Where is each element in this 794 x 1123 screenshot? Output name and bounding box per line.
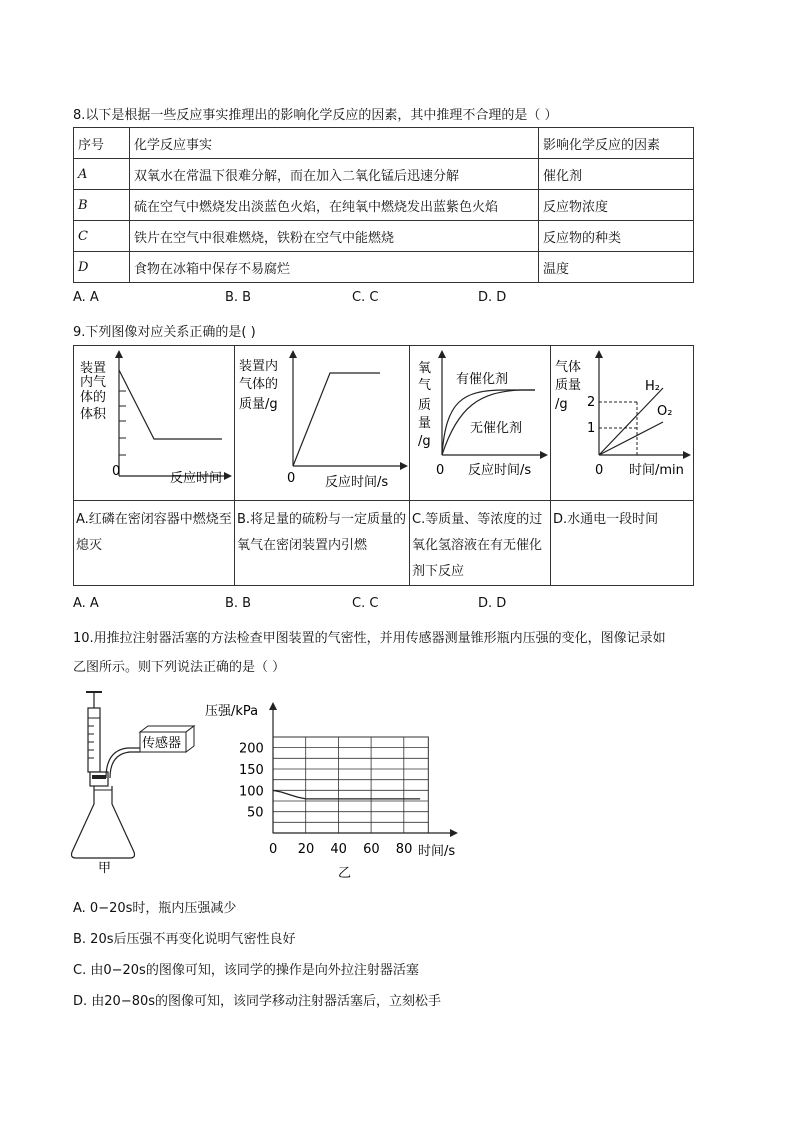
graph-a-origin-label: 0 bbox=[112, 464, 121, 479]
apparatus-figure bbox=[64, 686, 214, 876]
graph-b-origin: 0 bbox=[287, 471, 296, 486]
graph-c-ylabel: 量 bbox=[418, 416, 432, 431]
y-tick-label: 100 bbox=[239, 784, 264, 800]
graph-d-tick-2: 2 bbox=[587, 395, 596, 410]
graph-d bbox=[551, 346, 693, 500]
graph-a-cell bbox=[73, 345, 235, 501]
q10-option-c[interactable]: C. 由0−20s的图像可知，该同学的操作是向外拉注射器活塞 bbox=[73, 963, 419, 978]
graph-a-ylabel: 装置 bbox=[80, 361, 107, 376]
fig1-label: 甲 bbox=[98, 861, 112, 876]
caption-b-cell bbox=[234, 500, 410, 586]
graph-b-ylabel: 气体的 bbox=[239, 377, 279, 392]
caption-d-cell bbox=[550, 500, 694, 586]
row-id: C bbox=[74, 221, 130, 252]
option-a[interactable]: A. A bbox=[73, 596, 99, 611]
y-axis-arrow bbox=[269, 702, 277, 710]
pressure-chart bbox=[200, 700, 470, 880]
graph-b-ylabel: 装置内 bbox=[239, 359, 279, 374]
graph-a-ylabel: 体的 bbox=[80, 390, 107, 405]
table-row bbox=[74, 190, 694, 221]
graph-c-ylabel: 氧 bbox=[418, 361, 432, 376]
option-b[interactable]: B. B bbox=[225, 290, 252, 305]
row-fact: 食物在冰箱中保存不易腐烂 bbox=[130, 252, 539, 283]
x-tick-label: 40 bbox=[330, 842, 347, 857]
caption-a: A.红磷在密闭容器中燃烧至熄灭 bbox=[76, 512, 232, 553]
table-row bbox=[74, 252, 694, 283]
option-b[interactable]: B. B bbox=[225, 596, 252, 611]
graph-c-ylabel: 气 bbox=[418, 378, 432, 393]
q10-stem-line2: 乙图所示。则下列说法正确的是（ ） bbox=[73, 660, 286, 675]
graph-d-tick-1: 1 bbox=[587, 421, 596, 436]
graph-a bbox=[74, 346, 234, 500]
graph-d-ylabel: 气体 bbox=[555, 360, 582, 375]
header-cell: 影响化学反应的因素 bbox=[539, 128, 694, 159]
caption-b: B.将足量的硫粉与一定质量的氧气在密闭装置内引燃 bbox=[237, 512, 407, 553]
row-fact: 双氧水在常温下很难分解，而在加入二氧化锰后迅速分解 bbox=[130, 159, 539, 190]
q8-stem: 8.以下是根据一些反应事实推理出的影响化学反应的因素，其中推理不合理的是（ ） bbox=[73, 108, 558, 123]
row-factor: 催化剂 bbox=[539, 159, 694, 190]
x-axis-arrow bbox=[450, 829, 458, 837]
row-id: B bbox=[74, 190, 130, 221]
x-tick-label: 80 bbox=[395, 842, 413, 857]
chart-xlabel: 时间/s bbox=[418, 844, 456, 859]
chart-axes bbox=[269, 702, 458, 837]
x-tick-label: 0 bbox=[269, 842, 278, 857]
row-fact: 铁片在空气中很难燃烧，铁粉在空气中能燃烧 bbox=[130, 221, 539, 252]
q10-option-a[interactable]: A. 0−20s时，瓶内压强减少 bbox=[73, 901, 237, 916]
y-tick-label: 150 bbox=[239, 762, 264, 778]
option-d[interactable]: D. D bbox=[478, 290, 507, 305]
y-tick-label: 200 bbox=[239, 741, 264, 757]
y-tick-label: 50 bbox=[247, 805, 264, 821]
graph-d-xlabel: 时间/min bbox=[629, 463, 684, 478]
graph-a-ylabel: 内气 bbox=[80, 375, 107, 390]
graph-c-origin: 0 bbox=[436, 463, 445, 478]
series-line bbox=[273, 790, 420, 799]
header-cell: 化学反应事实 bbox=[130, 128, 539, 159]
graph-b-xlabel: 反应时间/s bbox=[325, 475, 389, 490]
option-a[interactable]: A. A bbox=[73, 290, 99, 305]
caption-a-cell bbox=[73, 500, 235, 586]
graph-d-ylabel: /g bbox=[555, 397, 568, 412]
row-id: D bbox=[74, 252, 130, 283]
graph-c-xlabel: 反应时间/s bbox=[468, 463, 532, 478]
q10-stem-line1: 10.用推拉注射器活塞的方法检查甲图装置的气密性，并用传感器测量锥形瓶内压强的变化，图像记录如 bbox=[73, 631, 666, 646]
x-tick-label: 60 bbox=[363, 842, 380, 857]
row-fact: 硫在空气中燃烧发出淡蓝色火焰，在纯氧中燃烧发出蓝紫色火焰 bbox=[130, 190, 539, 221]
row-factor: 反应物浓度 bbox=[539, 190, 694, 221]
graph-b bbox=[235, 346, 409, 500]
graph-a-xlabel: 反应时间 bbox=[170, 471, 223, 486]
caption-d: D.水通电一段时间 bbox=[553, 512, 659, 527]
graph-c-cell bbox=[409, 345, 551, 501]
q8-table bbox=[73, 127, 694, 283]
q9-stem: 9.下列图像对应关系正确的是( ) bbox=[73, 325, 256, 340]
chart-series bbox=[273, 790, 420, 799]
graph-d-cell bbox=[550, 345, 694, 501]
fig2-label: 乙 bbox=[338, 866, 352, 880]
graph-d-h2-label: H₂ bbox=[645, 379, 660, 394]
graph-c-ylabel: 质 bbox=[418, 398, 432, 413]
row-id: A bbox=[74, 159, 130, 190]
row-factor: 温度 bbox=[539, 252, 694, 283]
option-d[interactable]: D. D bbox=[478, 596, 507, 611]
caption-c: C.等质量、等浓度的过氧化氢溶液在有无催化剂下反应 bbox=[412, 512, 543, 579]
graph-c-curve2-label: 无催化剂 bbox=[470, 421, 523, 436]
graph-b-ylabel: 质量/g bbox=[239, 397, 278, 412]
table-header-row bbox=[74, 128, 694, 159]
q10-option-d[interactable]: D. 由20−80s的图像可知，该同学移动注射器活塞后，立刻松手 bbox=[73, 994, 442, 1009]
graph-a-ylabel: 体积 bbox=[80, 407, 107, 422]
q10-option-b[interactable]: B. 20s后压强不再变化说明气密性良好 bbox=[73, 932, 296, 947]
table-row bbox=[74, 221, 694, 252]
header-cell: 序号 bbox=[74, 128, 130, 159]
grid-box bbox=[273, 737, 428, 833]
option-c[interactable]: C. C bbox=[352, 596, 379, 611]
graph-b-cell bbox=[234, 345, 410, 501]
caption-c-cell bbox=[409, 500, 551, 586]
graph-c-curve1-label: 有催化剂 bbox=[456, 372, 509, 387]
graph-c bbox=[410, 346, 550, 500]
sensor-label: 传感器 bbox=[142, 736, 182, 751]
q9-grid bbox=[73, 345, 694, 586]
graph-c-ylabel: /g bbox=[418, 434, 431, 449]
option-c[interactable]: C. C bbox=[352, 290, 379, 305]
row-factor: 反应物的种类 bbox=[539, 221, 694, 252]
x-tick-label: 20 bbox=[297, 842, 315, 857]
graph-d-o2-label: O₂ bbox=[657, 404, 673, 419]
graph-d-ylabel: 质量 bbox=[555, 378, 582, 393]
chart-grid bbox=[273, 737, 428, 833]
chart-ylabel: 压强/kPa bbox=[205, 704, 259, 719]
table-row bbox=[74, 159, 694, 190]
graph-d-origin: 0 bbox=[595, 463, 604, 478]
